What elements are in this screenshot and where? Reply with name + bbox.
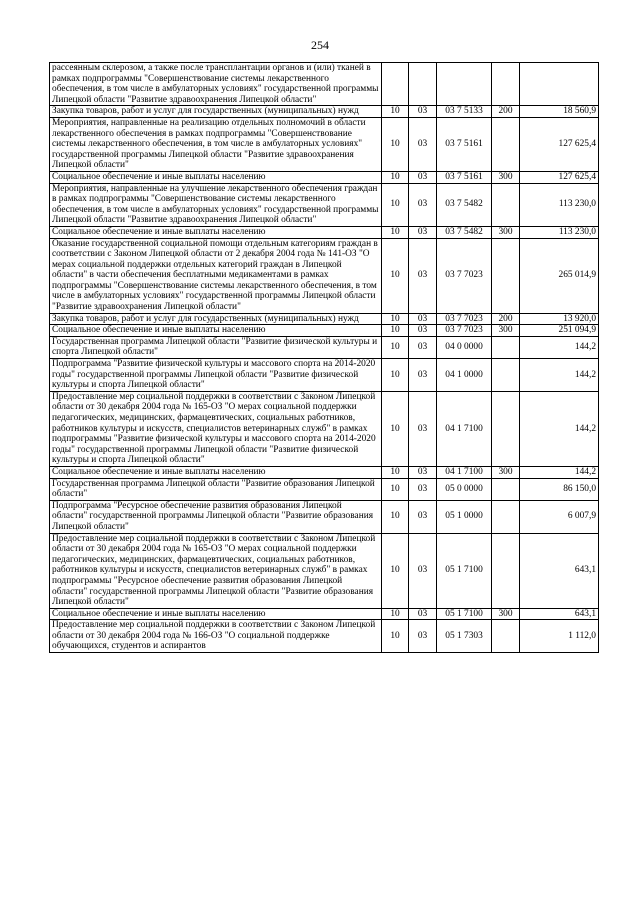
row-name: Закупка товаров, работ и услуг для государственных (муниципальных) нужд (50, 313, 382, 325)
row-section: 10 (382, 226, 409, 238)
row-subsection (409, 63, 437, 106)
row-name: Государственная программа Липецкой области "Развитие образования Липецкой области" (50, 478, 382, 500)
row-subsection: 03 (409, 620, 437, 653)
row-name: Закупка товаров, работ и услуг для государственных (муниципальных) нужд (50, 106, 382, 118)
row-section: 10 (382, 533, 409, 608)
table-row (50, 336, 599, 358)
row-expense-type (492, 238, 520, 313)
row-section: 10 (382, 359, 409, 392)
row-section: 10 (382, 183, 409, 226)
page-number: 254 (311, 38, 329, 52)
row-subsection: 03 (409, 533, 437, 608)
row-subsection: 03 (409, 336, 437, 358)
table-row (50, 226, 599, 238)
row-subsection: 03 (409, 106, 437, 118)
row-section: 10 (382, 106, 409, 118)
table-row (50, 325, 599, 337)
table-row (50, 106, 599, 118)
row-subsection: 03 (409, 608, 437, 620)
row-section: 10 (382, 500, 409, 533)
row-target-article: 03 7 7023 (437, 313, 492, 325)
row-amount: 127 625,4 (520, 117, 599, 171)
row-target-article: 05 1 7303 (437, 620, 492, 653)
row-target-article: 03 7 5161 (437, 117, 492, 171)
row-section: 10 (382, 466, 409, 478)
table-row (50, 533, 599, 608)
row-section: 10 (382, 608, 409, 620)
row-amount: 113 230,0 (520, 183, 599, 226)
row-name: Подпрограмма "Ресурсное обеспечение развития образования Липецкой области" государственной программы Липецкой области "Развитие образования Липецкой области" (50, 500, 382, 533)
row-target-article: 03 7 5133 (437, 106, 492, 118)
row-section: 10 (382, 313, 409, 325)
table-row (50, 183, 599, 226)
row-expense-type (492, 533, 520, 608)
row-subsection: 03 (409, 359, 437, 392)
row-section: 10 (382, 238, 409, 313)
row-amount: 144,2 (520, 466, 599, 478)
row-expense-type (492, 359, 520, 392)
row-amount: 86 150,0 (520, 478, 599, 500)
row-target-article: 03 7 7023 (437, 325, 492, 337)
row-amount: 144,2 (520, 336, 599, 358)
row-section: 10 (382, 336, 409, 358)
row-section: 10 (382, 391, 409, 466)
row-section: 10 (382, 478, 409, 500)
table-row (50, 313, 599, 325)
table-row (50, 117, 599, 171)
row-expense-type (492, 63, 520, 106)
row-name: Государственная программа Липецкой области "Развитие физической культуры и спорта Липецкой области" (50, 336, 382, 358)
row-expense-type (492, 500, 520, 533)
table-row (50, 478, 599, 500)
row-target-article: 03 7 7023 (437, 238, 492, 313)
row-target-article: 03 7 5161 (437, 171, 492, 183)
row-name: Мероприятия, направленные на улучшение лекарственного обеспечения граждан в рамках подпрограммы "Совершенствование системы лекарственного обеспечения, в том числе в амбулаторных условиях" государственной программы Липецкой области "Развитие здравоохранения Липецкой области" (50, 183, 382, 226)
row-amount (520, 63, 599, 106)
table-row (50, 359, 599, 392)
row-subsection: 03 (409, 183, 437, 226)
row-expense-type (492, 117, 520, 171)
row-amount: 265 014,9 (520, 238, 599, 313)
row-expense-type (492, 336, 520, 358)
row-subsection: 03 (409, 313, 437, 325)
row-target-article: 04 1 0000 (437, 359, 492, 392)
row-expense-type (492, 478, 520, 500)
row-subsection: 03 (409, 171, 437, 183)
row-amount: 643,1 (520, 608, 599, 620)
row-expense-type: 200 (492, 106, 520, 118)
row-section: 10 (382, 620, 409, 653)
row-subsection: 03 (409, 117, 437, 171)
row-amount: 643,1 (520, 533, 599, 608)
row-subsection: 03 (409, 478, 437, 500)
row-target-article: 03 7 5482 (437, 183, 492, 226)
row-subsection: 03 (409, 466, 437, 478)
row-name: Социальное обеспечение и иные выплаты населению (50, 325, 382, 337)
row-expense-type (492, 183, 520, 226)
table-row (50, 238, 599, 313)
row-target-article: 05 1 7100 (437, 608, 492, 620)
row-section: 10 (382, 171, 409, 183)
row-amount: 6 007,9 (520, 500, 599, 533)
row-amount: 1 112,0 (520, 620, 599, 653)
row-target-article: 05 0 0000 (437, 478, 492, 500)
row-expense-type (492, 620, 520, 653)
row-target-article: 04 0 0000 (437, 336, 492, 358)
table-row (50, 466, 599, 478)
table-row (50, 500, 599, 533)
row-expense-type: 200 (492, 313, 520, 325)
row-name: Предоставление мер социальной поддержки в соответствии с Законом Липецкой области от 30 декабря 2004 года № 166-ОЗ "О социальной поддержке обучающихся, студентов и аспирантов (50, 620, 382, 653)
row-expense-type (492, 391, 520, 466)
row-target-article (437, 63, 492, 106)
row-target-article: 04 1 7100 (437, 466, 492, 478)
row-section: 10 (382, 117, 409, 171)
row-subsection: 03 (409, 325, 437, 337)
row-amount: 127 625,4 (520, 171, 599, 183)
row-name: Мероприятия, направленные на реализацию отдельных полномочий в области лекарственного обеспечения в рамках подпрограммы "Совершенствование системы лекарственного обеспечения, в том числе в амбулаторных условиях" государственной программы Липецкой области "Развитие здравоохранения Липецкой области" (50, 117, 382, 171)
row-name: Социальное обеспечение и иные выплаты населению (50, 226, 382, 238)
row-subsection: 03 (409, 391, 437, 466)
row-target-article: 03 7 5482 (437, 226, 492, 238)
row-name: Предоставление мер социальной поддержки в соответствии с Законом Липецкой области от 30 декабря 2004 года № 165-ОЗ "О мерах социальной поддержки педагогических, медицинских, фармацевтических, социальных работников, работников культуры и искусств, специалистов ветеринарных служб" в рамках подпрограммы "Ресурсное обеспечение развития образования Липецкой области" государственной программы Липецкой области "Развитие образования Липецкой области" (50, 533, 382, 608)
row-amount: 251 094,9 (520, 325, 599, 337)
row-name: Подпрограмма "Развитие физической культуры и массового спорта на 2014-2020 годы" государственной программы Липецкой области "Развитие физической культуры и спорта Липецкой области" (50, 359, 382, 392)
row-section: 10 (382, 325, 409, 337)
budget-table-body (50, 63, 599, 653)
budget-table (49, 62, 599, 653)
row-name: Социальное обеспечение и иные выплаты населению (50, 466, 382, 478)
row-amount: 13 920,0 (520, 313, 599, 325)
row-name: рассеянным склерозом, а также после трансплантации органов и (или) тканей в рамках подпрограммы "Совершенствование системы лекарственного обеспечения, в том числе в амбулаторных условиях" государственной программы Липецкой области "Развитие здравоохранения Липецкой области" (50, 63, 382, 106)
table-row (50, 391, 599, 466)
row-subsection: 03 (409, 500, 437, 533)
row-name: Социальное обеспечение и иные выплаты населению (50, 608, 382, 620)
table-row (50, 620, 599, 653)
row-amount: 113 230,0 (520, 226, 599, 238)
row-expense-type: 300 (492, 171, 520, 183)
row-name: Оказание государственной социальной помощи отдельным категориям граждан в соответствии с Законом Липецкой области от 2 декабря 2004 года № 141-ОЗ "О мерах социальной поддержки отдельных категорий граждан в Липецкой области" в части обеспечения бесплатными медикаментами в рамках подпрограммы "Совершенствование системы лекарственного обеспечения, в том числе в амбулаторных условиях" государственной программы Липецкой области "Развитие здравоохранения Липецкой области" (50, 238, 382, 313)
row-name: Предоставление мер социальной поддержки в соответствии с Законом Липецкой области от 30 декабря 2004 года № 165-ОЗ "О мерах социальной поддержки педагогических, медицинских, фармацевтических, социальных работников, работников культуры и искусств, специалистов ветеринарных служб" в рамках подпрограммы "Развитие физической культуры и массового спорта на 2014-2020 годы" государственной программы Липецкой области "Развитие физической культуры и спорта Липецкой области" (50, 391, 382, 466)
row-expense-type: 300 (492, 466, 520, 478)
row-target-article: 05 1 0000 (437, 500, 492, 533)
row-name: Социальное обеспечение и иные выплаты населению (50, 171, 382, 183)
row-amount: 144,2 (520, 391, 599, 466)
row-target-article: 04 1 7100 (437, 391, 492, 466)
row-subsection: 03 (409, 226, 437, 238)
table-row (50, 608, 599, 620)
row-amount: 144,2 (520, 359, 599, 392)
row-section (382, 63, 409, 106)
row-expense-type: 300 (492, 325, 520, 337)
table-row (50, 171, 599, 183)
row-subsection: 03 (409, 238, 437, 313)
row-target-article: 05 1 7100 (437, 533, 492, 608)
row-amount: 18 560,9 (520, 106, 599, 118)
table-row (50, 63, 599, 106)
row-expense-type: 300 (492, 226, 520, 238)
row-expense-type: 300 (492, 608, 520, 620)
